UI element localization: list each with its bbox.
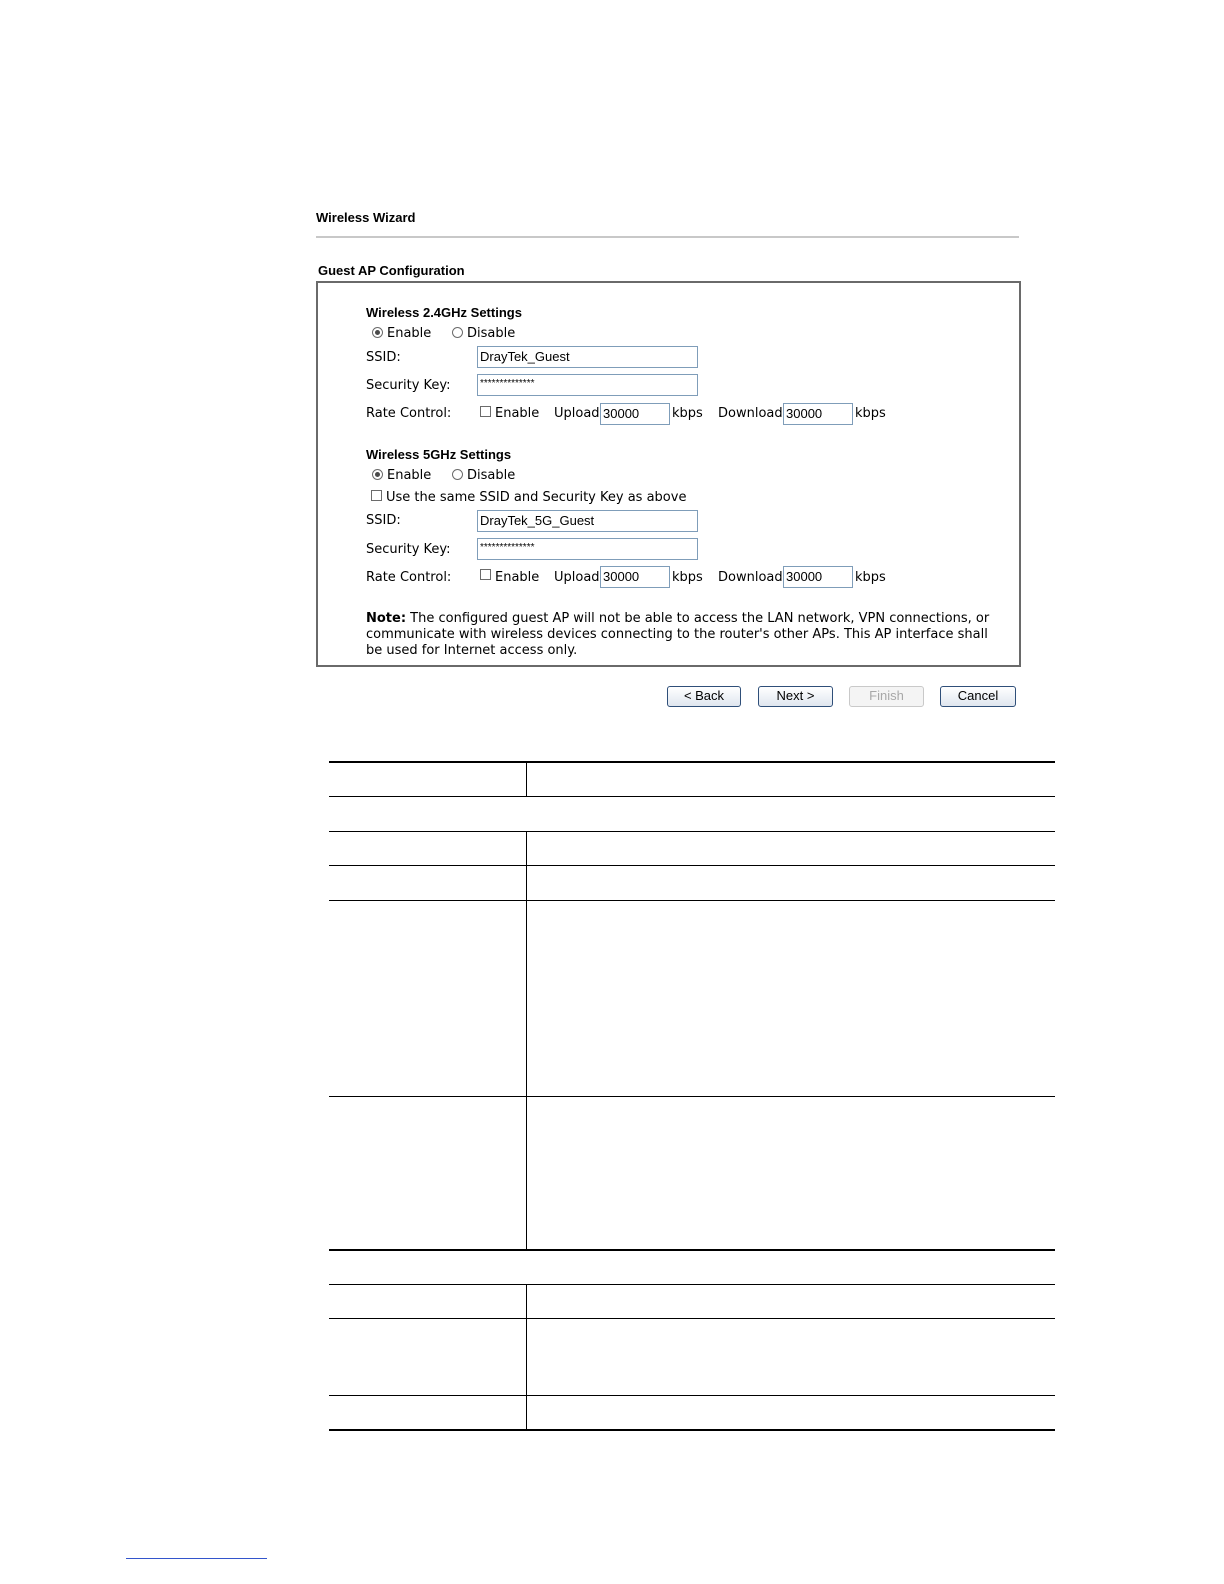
wifi5-enable-radio[interactable] [372,469,383,480]
title-divider [316,236,1019,238]
wifi24-download-label: Download [718,406,783,421]
wifi24-enable-label: Enable [387,326,432,341]
table-row-divider [329,796,1055,797]
wifi24-key-label: Security Key: [366,378,451,393]
note-text: The configured guest AP will not be able to access the LAN network, VPN connections, or communicate with wireless devices connecting to the router's other APs. This AP interface shall be used for Internet access only. [366,611,990,658]
wifi5-download-input[interactable]: 30000 [783,566,853,588]
table-top-border [329,761,1055,763]
wifi24-download-input[interactable]: 30000 [783,403,853,425]
wifi24-rate-enable-checkbox[interactable] [480,406,491,417]
table-column-divider [526,832,527,1249]
wifi5-rate-label: Rate Control: [366,570,452,585]
wifi5-upload-unit: kbps [672,570,703,585]
wifi24-ssid-label: SSID: [366,350,401,365]
next-button[interactable]: Next > [758,686,833,707]
table-row-divider [329,831,1055,832]
finish-button: Finish [849,686,924,707]
table-column-divider [526,763,527,797]
wifi24-upload-label: Upload [554,406,600,421]
wifi5-same-key-label: Use the same SSID and Security Key as above [386,490,687,505]
table-column-divider [526,1285,527,1430]
radio-selected-dot [375,330,380,335]
wifi24-upload-input[interactable]: 30000 [600,403,670,425]
wifi5-title: Wireless 5GHz Settings [366,447,512,462]
wifi24-upload-unit: kbps [672,406,703,421]
table-row-divider [329,1395,1055,1396]
wifi5-upload-label: Upload [554,570,600,585]
wifi24-ssid-input[interactable]: DrayTek_Guest [477,346,698,368]
wizard-title: Wireless Wizard [316,210,416,225]
footer-underline [126,1558,267,1559]
wifi24-rate-label: Rate Control: [366,406,452,421]
wifi24-disable-radio[interactable] [452,327,463,338]
wifi24-download-unit: kbps [855,406,886,421]
wifi5-ssid-label: SSID: [366,513,401,528]
wifi24-enable-radio[interactable] [372,327,383,338]
wifi5-disable-radio[interactable] [452,469,463,480]
wifi5-key-input[interactable]: ************** [477,538,698,560]
cancel-button[interactable]: Cancel [940,686,1016,707]
back-button[interactable]: < Back [667,686,741,707]
wifi24-rate-enable-label: Enable [495,406,540,421]
wifi5-disable-label: Disable [467,468,516,483]
wifi5-rate-enable-checkbox[interactable] [480,569,491,580]
wifi5-upload-input[interactable]: 30000 [600,566,670,588]
wifi24-disable-label: Disable [467,326,516,341]
wifi5-rate-enable-label: Enable [495,570,540,585]
table-bottom-border [329,1429,1055,1431]
table-row-divider [329,865,1055,866]
table-row-divider [329,1096,1055,1097]
wifi5-key-label: Security Key: [366,542,451,557]
wifi5-enable-label: Enable [387,468,432,483]
wifi5-same-key-checkbox[interactable] [371,490,382,501]
wifi5-ssid-input[interactable]: DrayTek_5G_Guest [477,510,698,532]
section-title: Guest AP Configuration [318,263,465,278]
table-row-divider [329,1318,1055,1319]
wifi5-download-label: Download [718,570,783,585]
table-row-divider [329,900,1055,901]
table-row-divider [329,1284,1055,1285]
wifi24-title: Wireless 2.4GHz Settings [366,305,522,320]
wifi24-key-input[interactable]: ************** [477,374,698,396]
guest-ap-note [366,611,1006,659]
note-label: Note: [366,611,407,626]
table-row-divider [329,1249,1055,1251]
radio-selected-dot [375,472,380,477]
wifi5-download-unit: kbps [855,570,886,585]
